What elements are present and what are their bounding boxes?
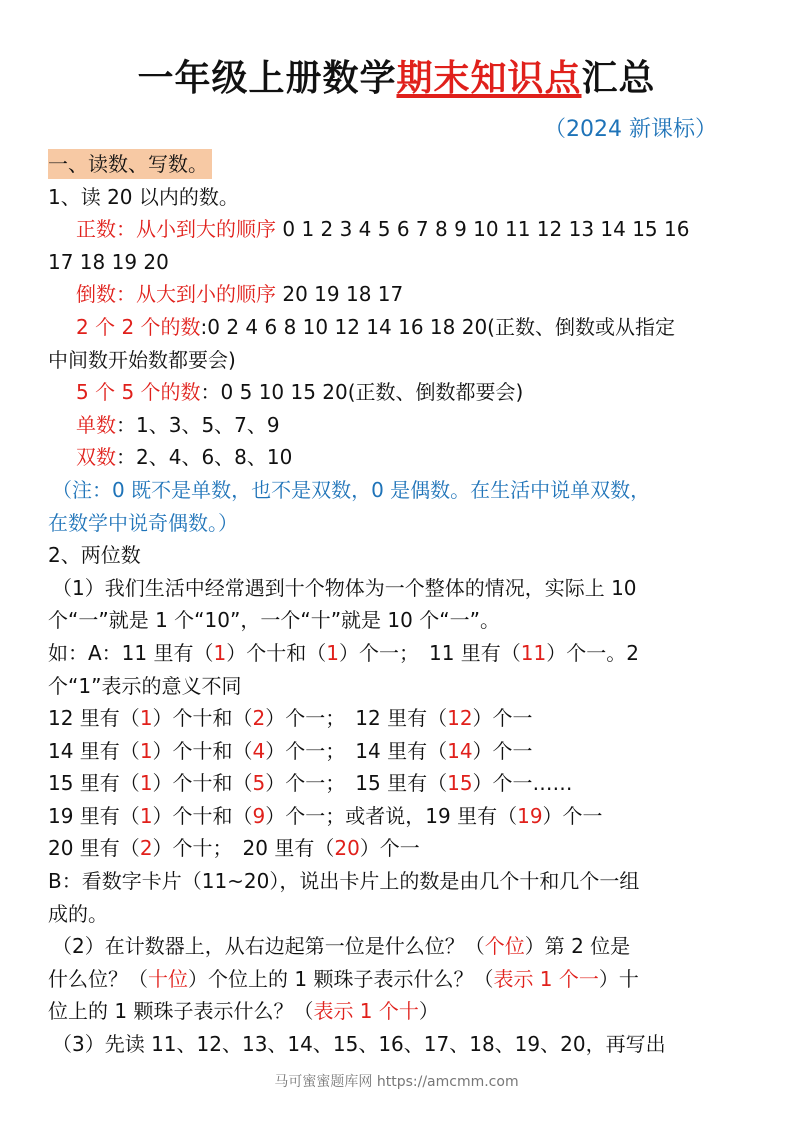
- title-part3: 汇总: [581, 58, 656, 99]
- even-numbers-values: ：2、4、6、8、10: [116, 445, 293, 470]
- place-value-row-12: 12 里有（1）个十和（2）个一； 12 里有（12）个一: [48, 706, 533, 731]
- even-numbers-line: [48, 441, 748, 474]
- odd-numbers-line: [48, 409, 748, 442]
- row-tail: 个一: [492, 738, 533, 763]
- row-total-answer: 14: [447, 738, 473, 763]
- row-total-answer: 12: [447, 706, 473, 731]
- row-ones-answer: 5: [252, 771, 266, 796]
- paragraph-2-answer: 个位: [484, 934, 525, 959]
- paragraph-2-text: （2）在计数器上，从右边起第一位是什么位？（: [52, 934, 485, 959]
- row-tail: 个一: [492, 706, 533, 731]
- example-a-answer: 1: [326, 640, 339, 665]
- row-number: 12: [48, 706, 74, 731]
- paragraph-1-line-1: （1）我们生活中经常遇到十个物体为一个整体的情况，实际上 10: [52, 575, 637, 600]
- row-number: 15: [355, 771, 381, 796]
- example-a-line-2: 个“1”表示的意义不同: [48, 673, 242, 698]
- example-b-line-2: 成的。: [48, 901, 108, 926]
- note-line-1: （注：0 既不是单数，也不是双数，0 是偶数。在生活中说单双数，: [52, 477, 651, 502]
- odd-numbers-values: ：1、3、5、7、9: [116, 412, 280, 437]
- row-total-answer: 15: [447, 771, 473, 796]
- row-text: ）个一: [542, 803, 603, 828]
- item-2: 2、两位数: [48, 543, 141, 568]
- paragraph-2-text: ）十: [598, 966, 639, 991]
- row-answer: 1: [139, 803, 153, 828]
- place-value-row-14: 14 里有（1）个十和（4）个一； 14 里有（14）个一: [48, 738, 533, 763]
- row-tail: 个一……: [492, 771, 573, 796]
- row-tens-answer: 1: [139, 771, 153, 796]
- row-number: 15: [48, 771, 74, 796]
- row-ones-answer: 2: [252, 706, 266, 731]
- row-tens-answer: 1: [139, 738, 153, 763]
- paragraph-2-answer: 十位: [148, 966, 188, 991]
- row-text: ）个十和（: [152, 803, 253, 828]
- forward-count-values: 0 1 2 3 4 5 6 7 8 9 10 11 12 13 14 15 16: [276, 217, 690, 242]
- row-number: 14: [48, 738, 74, 763]
- paragraph-2-line-1: [48, 930, 748, 963]
- backward-count-line: [48, 278, 748, 311]
- forward-count-label: 正数：从小到大的顺序: [76, 217, 276, 242]
- even-numbers-label: 双数: [76, 445, 116, 470]
- row-number: 14: [355, 738, 381, 763]
- example-a-answer: 1: [213, 640, 227, 665]
- content-body: [48, 148, 748, 1061]
- paragraph-2-answer: 表示 1 个十: [313, 999, 419, 1024]
- paragraph-2-text: 位上的 1 颗珠子表示什么？（: [48, 999, 314, 1024]
- count-by-two-line: [48, 311, 748, 344]
- count-by-five-line: [48, 376, 748, 409]
- row-answer: 20: [334, 836, 360, 861]
- backward-count-values: 20 19 18 17: [276, 282, 404, 307]
- count-by-five-label: 5 个 5 个的数: [76, 380, 201, 405]
- forward-count-line-2: 17 18 19 20: [48, 249, 169, 274]
- row-text: 19 里有（: [48, 803, 140, 828]
- paragraph-2-answer: 表示 1 个一: [493, 966, 599, 991]
- row-text: ）个一；或者说，19 里有（: [265, 803, 518, 828]
- section-heading-line: [48, 148, 748, 181]
- title-highlight: 期末知识点: [396, 58, 582, 99]
- note-line-2: 在数学中说奇偶数。）: [48, 510, 238, 535]
- forward-count-line: [48, 213, 748, 246]
- odd-numbers-label: 单数: [76, 412, 116, 437]
- example-a-answer: 11: [520, 640, 547, 665]
- paragraph-2-text: ）: [418, 999, 439, 1024]
- example-a-text: ）个一； 11 里有（: [338, 640, 521, 665]
- place-value-row-15: 15 里有（1）个十和（5）个一； 15 里有（15）个一……: [48, 771, 573, 796]
- title-part1: 一年级上册数学: [137, 58, 397, 99]
- row-number: 12: [355, 706, 381, 731]
- footer-watermark: 马可蜜蜜题库网 https://amcmm.com: [274, 1074, 519, 1090]
- row-answer: 9: [252, 803, 266, 828]
- page-title: [0, 54, 793, 104]
- paragraph-2-text: 什么位？（: [48, 966, 148, 991]
- backward-count-label: 倒数：从大到小的顺序: [76, 282, 276, 307]
- paragraph-2-line-3: [48, 995, 748, 1028]
- place-value-row-19: [48, 800, 748, 833]
- paragraph-2-text: ）第 2 位是: [524, 934, 631, 959]
- section-heading: 一、读数、写数。: [48, 149, 212, 179]
- paragraph-3-line-1: （3）先读 11、12、13、14、15、16、17、18、19、20，再写出: [52, 1032, 666, 1057]
- item-1: 1、读 20 以内的数。: [48, 184, 239, 209]
- example-a-text: 如：A：11 里有（: [48, 640, 214, 665]
- row-answer: 19: [517, 803, 543, 828]
- count-by-two-values: :0 2 4 6 8 10 12 14 16 18 20(正数、倒数或从指定: [200, 314, 675, 339]
- place-value-row-20: [48, 832, 748, 865]
- paragraph-2-line-2: [48, 963, 748, 996]
- paragraph-2-text: ）个位上的 1 颗珠子表示什么？（: [188, 966, 494, 991]
- row-text: 20 里有（: [48, 836, 140, 861]
- row-text: ）个一: [359, 836, 420, 861]
- count-by-two-label: 2 个 2 个的数: [76, 314, 201, 339]
- row-ones-answer: 4: [252, 738, 266, 763]
- example-b-line-1: B：看数字卡片（11~20），说出卡片上的数是由几个十和几个一组: [48, 869, 640, 894]
- row-text: ）个十； 20 里有（: [152, 836, 335, 861]
- count-by-five-values: ：0 5 10 15 20(正数、倒数都要会): [200, 380, 524, 405]
- row-tens-answer: 1: [139, 706, 153, 731]
- paragraph-1-line-2: 个“一”就是 1 个“10”，一个“十”就是 10 个“一”。: [48, 608, 500, 633]
- example-a-line: [48, 637, 748, 670]
- example-a-text: ）个十和（: [226, 640, 327, 665]
- count-by-two-line-2: 中间数开始数都要会): [48, 347, 236, 372]
- page-subtitle: （2024 新课标）: [544, 117, 717, 142]
- row-answer: 2: [139, 836, 153, 861]
- example-a-text: ）个一。2: [546, 640, 639, 665]
